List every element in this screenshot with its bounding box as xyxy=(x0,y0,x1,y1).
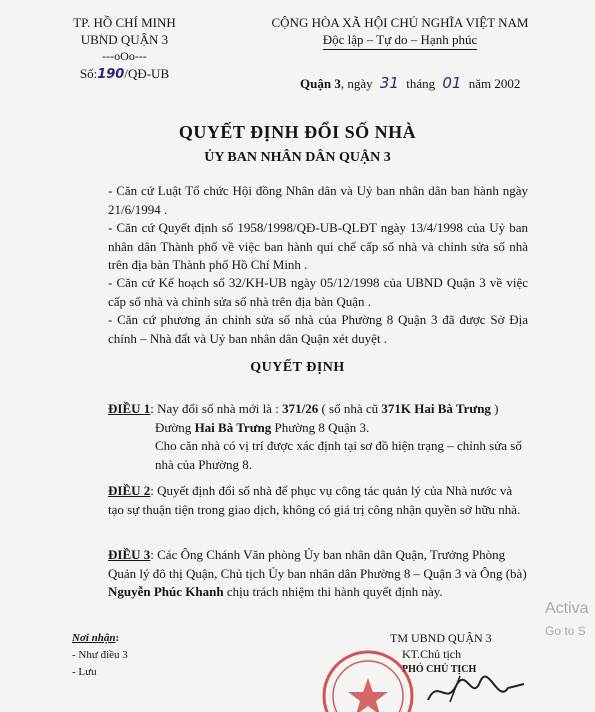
document-date: Quận 3, ngày 31 tháng 01 năm 2002 xyxy=(300,74,521,92)
preamble-item: - Căn cứ Kế hoạch số 32/KH-UB ngày 05/12/1998 của UBND Quận 3 về việc cấp số nhà và chỉnh sửa số nhà trên địa bàn Quận . xyxy=(108,275,528,309)
preamble-item: - Căn cứ Luật Tổ chức Hội đồng Nhân dân và Uỷ ban nhân dân ban hành ngày 21/6/1994 . xyxy=(108,183,528,217)
handwritten-signature-icon xyxy=(420,672,530,710)
article-1: ĐIỀU 1: Nay đổi số nhà mới là : 371/26 ( số nhà cũ 371K Hai Bà Trưng ) Đường Hai Bà Trưng Phường 8 Quận 3. Cho căn nhà có vị trí được xác định tại sơ đồ hiện trạng – chỉnh sửa số nhà của Phường 8. xyxy=(108,400,528,474)
decision-heading: QUYẾT ĐỊNH xyxy=(250,360,345,375)
new-house-number: 371/26 xyxy=(282,401,319,416)
date-day: 31 xyxy=(379,74,399,92)
article-3: ĐIỀU 3: Các Ông Chánh Văn phòng Ủy ban nhân dân Quận, Trưởng Phòng Quản lý đô thị Quận, Chủ tịch Ủy ban nhân dân Phường 8 – Quận 3 và Ông (bà) Nguyễn Phúc Khanh chịu trách nhiệm thi hành quyết định này. xyxy=(108,547,527,599)
article-1-note: Cho căn nhà có vị trí được xác định tại sơ đồ hiện trạng – chỉnh sửa số nhà của Phường 8. xyxy=(155,438,522,472)
issuer-unit: UBND QUẬN 3 xyxy=(80,32,169,47)
activation-watermark: Activa Go to S xyxy=(545,600,589,638)
page-title: QUYẾT ĐỊNH ĐỔI SỐ NHÀ xyxy=(178,122,417,142)
country-name: CỘNG HÒA XÃ HỘI CHỦ NGHĨA VIỆT NAM xyxy=(271,15,529,30)
article-2-label: ĐIỀU 2 xyxy=(108,483,151,498)
old-house-number: 371K Hai Bà Trưng xyxy=(381,401,491,416)
signature-org: TM UBND QUẬN 3 xyxy=(390,631,492,645)
preamble-item: - Căn cứ phương án chỉnh sửa số nhà của Phường 8 Quận 3 đã được Sở Địa chính – Nhà đất và Uỷ ban nhân dân Quận xét duyệt . xyxy=(108,312,528,346)
signature-kt: KT.Chủ tịch xyxy=(402,647,462,661)
reference-number: 190 xyxy=(97,67,125,82)
recipients-title: Nơi nhận xyxy=(72,632,116,644)
date-month: 01 xyxy=(442,74,462,92)
article-3-label: ĐIỀU 3 xyxy=(108,547,151,562)
national-motto-block xyxy=(232,14,568,50)
street-name: Hai Bà Trưng xyxy=(194,419,272,435)
issuer-city: TP. HỒ CHÍ MINH xyxy=(73,15,176,30)
issuer-separator: ---oOo--- xyxy=(102,49,147,63)
official-stamp-icon xyxy=(318,640,418,712)
document-reference: Số:190/QĐ-UB xyxy=(79,66,170,82)
preamble-item: - Căn cứ Quyết định số 1958/1998/QĐ-UB-QLĐT ngày 13/4/1998 của Uỷ ban nhân dân Thành phố về việc ban hành qui chế cấp số nhà và chỉnh sửa số nhà trên địa bàn Thành phố Hồ Chí Minh . xyxy=(108,220,528,272)
recipients-block: Nơi nhận: - Như điều 3 - Lưu xyxy=(72,630,128,681)
recipient-item: - Như điều 3 xyxy=(72,649,128,661)
motto: Độc lập – Tự do – Hạnh phúc xyxy=(323,31,477,50)
responsible-person: Nguyễn Phúc Khanh xyxy=(108,584,224,599)
recipient-item: - Lưu xyxy=(72,666,97,678)
article-2: ĐIỀU 2: Quyết định đổi số nhà để phục vụ công tác quản lý của Nhà nước và tạo sự thuận tiện trong giao dịch, không có giá trị công nhận quyền sở hữu nhà. xyxy=(108,483,521,517)
signature-role: PHÓ CHỦ TỊCH xyxy=(402,664,477,675)
article-1-label: ĐIỀU 1 xyxy=(108,401,151,416)
page-subtitle: ỦY BAN NHÂN DÂN QUẬN 3 xyxy=(204,150,391,165)
issuer-block xyxy=(52,14,197,83)
